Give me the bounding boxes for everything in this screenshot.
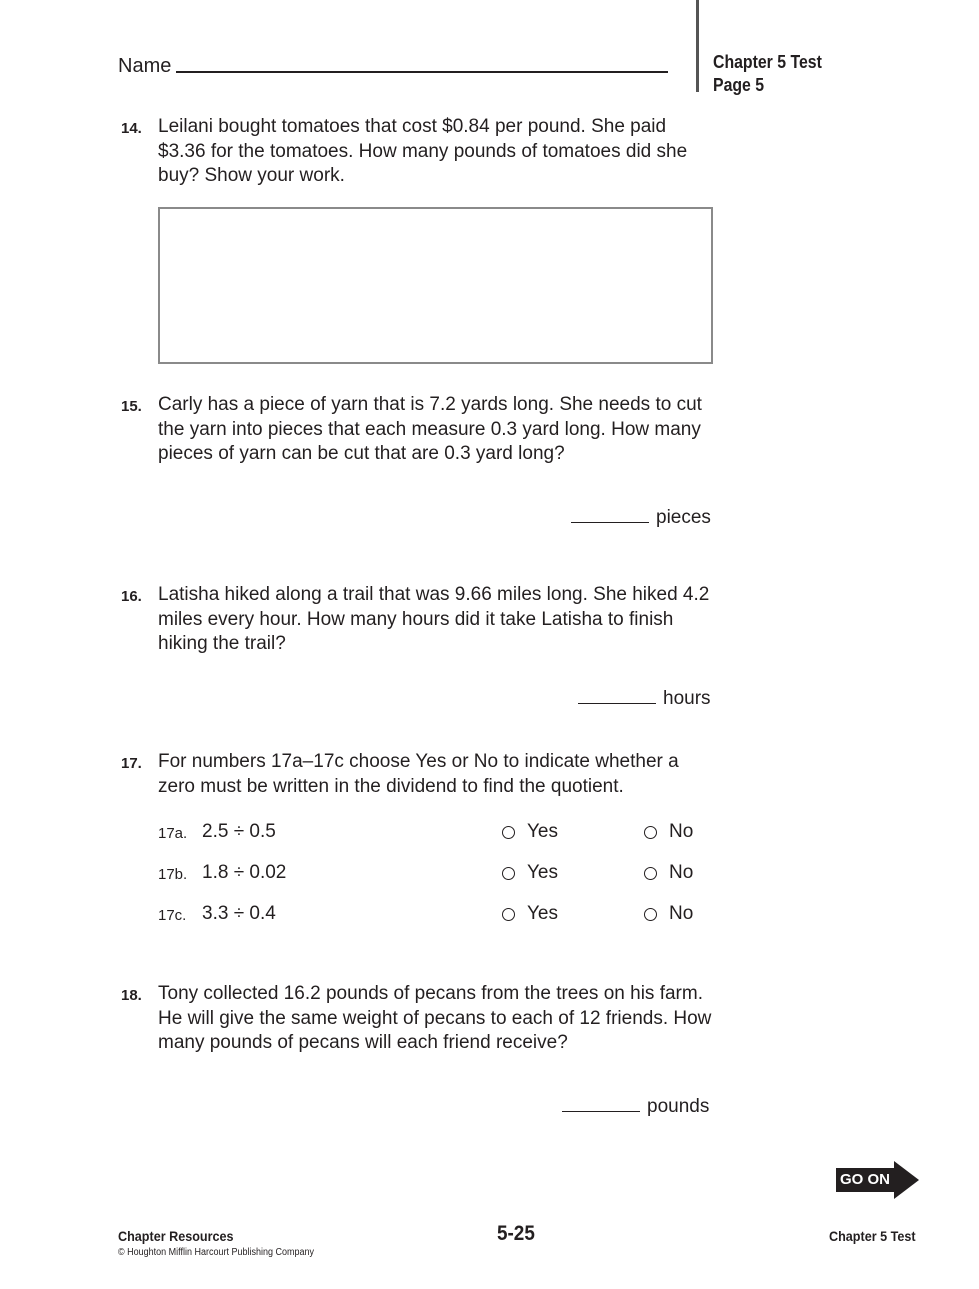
name-label: Name [118, 55, 172, 77]
answer-18-field[interactable] [562, 1111, 640, 1112]
no-label: No [669, 903, 694, 924]
item-17c-label: 17c. [158, 907, 187, 924]
footer-page-number: 5-25 [497, 1222, 535, 1245]
question-18-text: Tony collected 16.2 pounds of pecans from the trees on his farm. He will give the same weight of pecans to each of 12 friends. How many pounds of pecans will each friend receive? [158, 983, 712, 1054]
radio-icon[interactable] [502, 908, 515, 921]
radio-icon[interactable] [644, 908, 657, 921]
arrow-right-icon [894, 1161, 919, 1199]
item-17a-expression: 2.5 ÷ 0.5 [202, 821, 276, 842]
item-17c-expression: 3.3 ÷ 0.4 [202, 903, 276, 924]
answer-15-field[interactable] [571, 522, 649, 523]
answer-16-unit: hours [663, 688, 711, 709]
yes-label: Yes [527, 903, 558, 924]
radio-icon[interactable] [644, 826, 657, 839]
chapter-title: Chapter 5 Test [713, 52, 822, 72]
item-17b-expression: 1.8 ÷ 0.02 [202, 862, 287, 883]
footer-left: Chapter Resources [118, 1228, 234, 1244]
answer-16-field[interactable] [578, 703, 656, 704]
no-label: No [669, 821, 694, 842]
answer-15-unit: pieces [656, 507, 711, 528]
no-label: No [669, 862, 694, 883]
work-box[interactable] [158, 207, 713, 364]
name-field[interactable] [176, 71, 668, 73]
item-17b-yes-option[interactable] [502, 862, 558, 884]
footer-right: Chapter 5 Test [829, 1228, 916, 1244]
footer-copyright: © Houghton Mifflin Harcourt Publishing Company [118, 1247, 315, 1258]
item-17a-yes-option[interactable] [502, 821, 558, 843]
question-16-text: Latisha hiked along a trail that was 9.66 miles long. She hiked 4.2 miles every hour. How many hours did it take Latisha to finish hiking the trail? [158, 584, 710, 655]
question-15-text: Carly has a piece of yarn that is 7.2 yards long. She needs to cut the yarn into pieces that each measure 0.3 yard long. How many pieces of yarn can be cut that are 0.3 yard long? [158, 394, 702, 465]
item-17a-label: 17a. [158, 825, 188, 842]
question-17-number: 17. [121, 755, 142, 772]
yes-label: Yes [527, 821, 558, 842]
question-14-text: Leilani bought tomatoes that cost $0.84 per pound. She paid $3.36 for the tomatoes. How many pounds of tomatoes did she buy? Show your work. [158, 116, 688, 187]
answer-18-unit: pounds [647, 1096, 710, 1117]
radio-icon[interactable] [502, 826, 515, 839]
question-14-number: 14. [121, 120, 142, 137]
item-17a-no-option[interactable] [644, 821, 693, 843]
item-17b-label: 17b. [158, 866, 188, 883]
item-17b-no-option[interactable] [644, 862, 693, 884]
question-18-number: 18. [121, 987, 142, 1004]
radio-icon[interactable] [644, 867, 657, 880]
yes-label: Yes [527, 862, 558, 883]
question-16-number: 16. [121, 588, 142, 605]
item-17c-no-option[interactable] [644, 903, 693, 925]
question-17-text: For numbers 17a–17c choose Yes or No to indicate whether a zero must be written in the dividend to find the quotient. [158, 751, 679, 797]
header-divider [696, 0, 699, 92]
go-on-label: GO ON [836, 1168, 896, 1192]
item-17c-yes-option[interactable] [502, 903, 558, 925]
question-15-number: 15. [121, 398, 142, 415]
radio-icon[interactable] [502, 867, 515, 880]
page-label: Page 5 [713, 75, 765, 95]
